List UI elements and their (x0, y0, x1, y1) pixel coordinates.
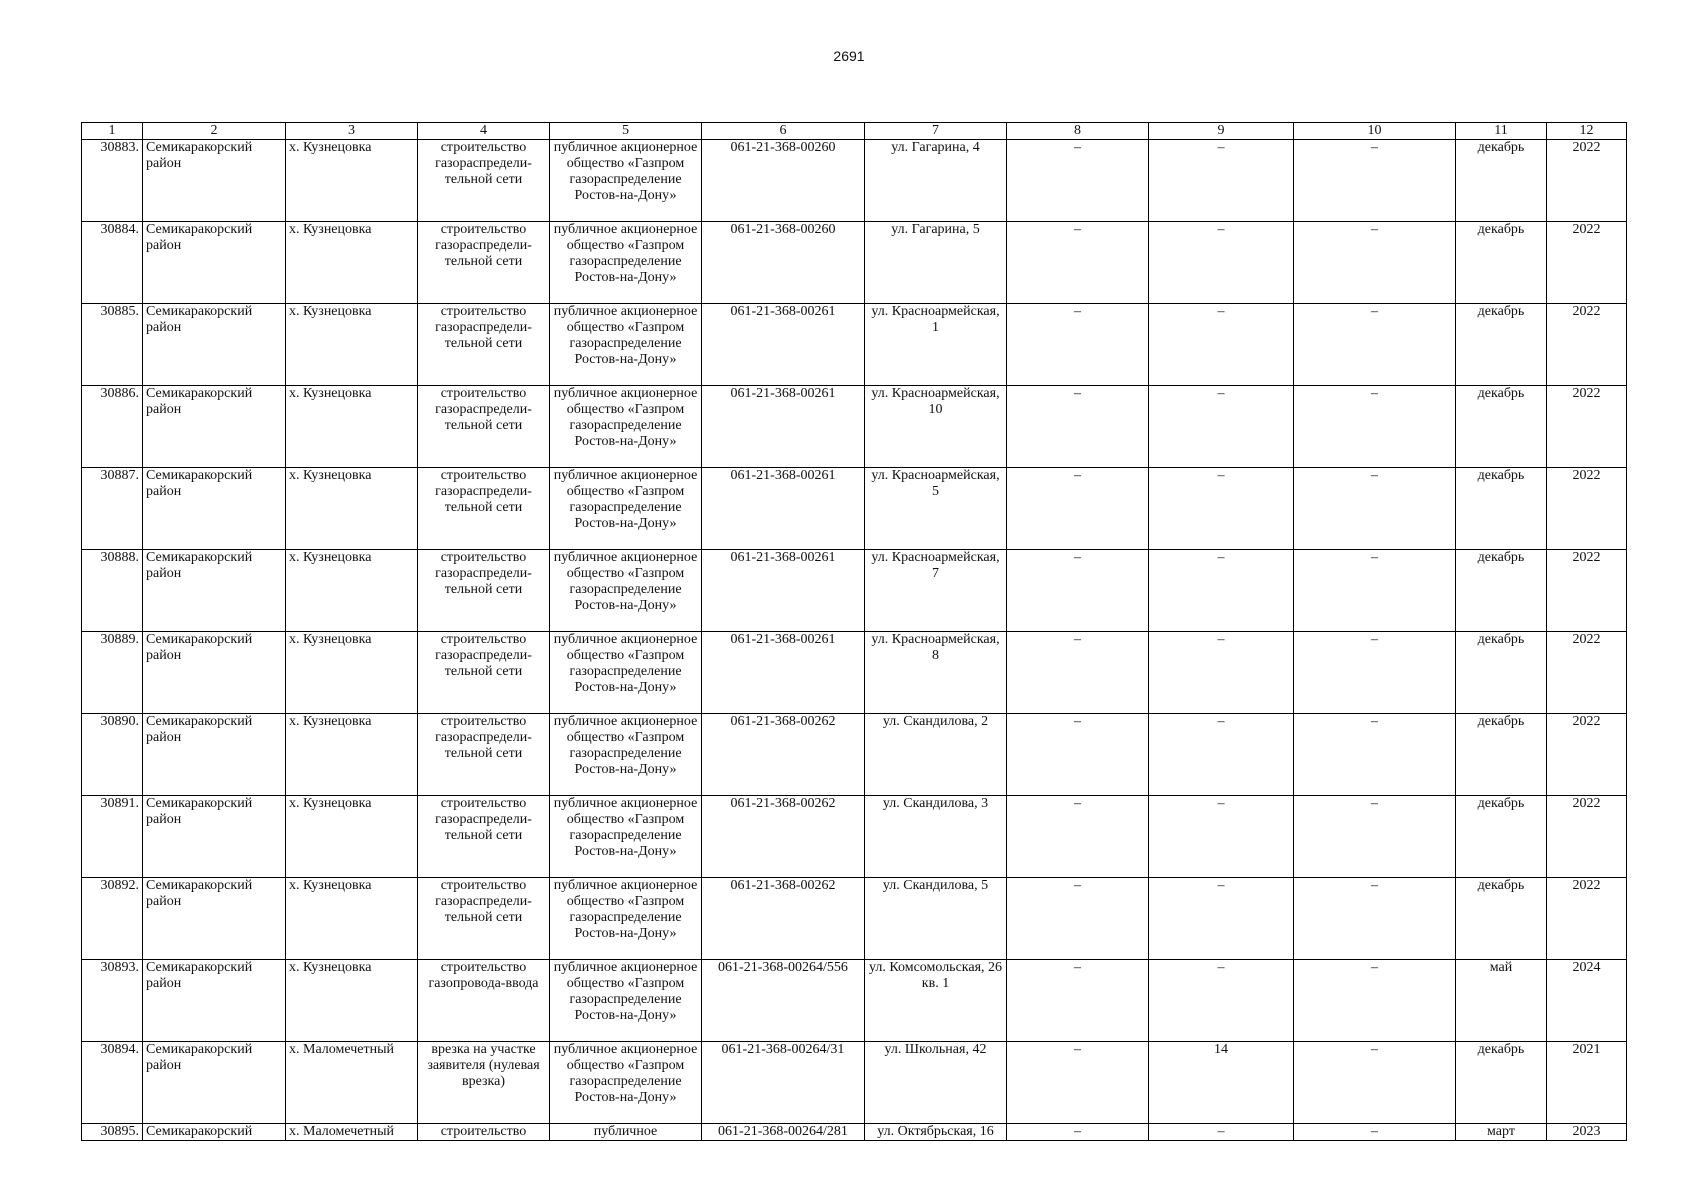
work-type-cell: строительство газораспредели-тельной сети (418, 878, 550, 960)
col-10-value-cell: – (1294, 632, 1456, 714)
application-number-cell: 061-21-368-00261 (702, 304, 865, 386)
table-row (82, 960, 1627, 1042)
col-8-value-cell: – (1007, 1042, 1149, 1124)
table-row (82, 468, 1627, 550)
table-row (82, 140, 1627, 222)
col-8-value-cell: – (1007, 468, 1149, 550)
application-number-cell: 061-21-368-00264/31 (702, 1042, 865, 1124)
column-header: 7 (865, 123, 1007, 140)
work-type-cell: врезка на участке заявителя (нулевая врезка) (418, 1042, 550, 1124)
table-row (82, 550, 1627, 632)
col-8-value-cell: – (1007, 632, 1149, 714)
col-10-value-cell: – (1294, 222, 1456, 304)
organization-cell: публичное (550, 1124, 702, 1141)
organization-cell: публичное акционерное общество «Газпром газораспределение Ростов-на-Дону» (550, 386, 702, 468)
year-cell: 2022 (1547, 796, 1627, 878)
column-header: 5 (550, 123, 702, 140)
work-type-cell: строительство газораспредели-тельной сети (418, 632, 550, 714)
settlement-cell: х. Кузнецовка (286, 796, 418, 878)
month-cell: декабрь (1456, 222, 1547, 304)
work-type-cell: строительство газораспредели-тельной сети (418, 140, 550, 222)
table-row (82, 1042, 1627, 1124)
table-row (82, 714, 1627, 796)
col-10-value-cell: – (1294, 386, 1456, 468)
work-type-cell: строительство газораспредели-тельной сети (418, 386, 550, 468)
column-header: 6 (702, 123, 865, 140)
column-header: 2 (143, 123, 286, 140)
organization-cell: публичное акционерное общество «Газпром газораспределение Ростов-на-Дону» (550, 222, 702, 304)
col-10-value-cell: – (1294, 960, 1456, 1042)
col-10-value-cell: – (1294, 550, 1456, 632)
organization-cell: публичное акционерное общество «Газпром газораспределение Ростов-на-Дону» (550, 960, 702, 1042)
col-9-value-cell: – (1149, 468, 1294, 550)
col-10-value-cell: – (1294, 714, 1456, 796)
year-cell: 2022 (1547, 878, 1627, 960)
settlement-cell: х. Кузнецовка (286, 714, 418, 796)
district-cell: Семикаракорский район (143, 796, 286, 878)
col-8-value-cell: – (1007, 878, 1149, 960)
application-number-cell: 061-21-368-00260 (702, 140, 865, 222)
column-header: 3 (286, 123, 418, 140)
work-type-cell: строительство газопровода-ввода (418, 960, 550, 1042)
year-cell: 2022 (1547, 550, 1627, 632)
work-type-cell: строительство газораспредели-тельной сети (418, 222, 550, 304)
year-cell: 2022 (1547, 632, 1627, 714)
col-8-value-cell: – (1007, 960, 1149, 1042)
year-cell: 2022 (1547, 714, 1627, 796)
column-header: 4 (418, 123, 550, 140)
address-cell: ул. Скандилова, 5 (865, 878, 1007, 960)
col-9-value-cell: – (1149, 550, 1294, 632)
col-8-value-cell: – (1007, 386, 1149, 468)
district-cell: Семикаракорский район (143, 468, 286, 550)
settlement-cell: х. Кузнецовка (286, 468, 418, 550)
organization-cell: публичное акционерное общество «Газпром газораспределение Ростов-на-Дону» (550, 140, 702, 222)
row-number-cell: 30883. (82, 140, 143, 222)
application-number-cell: 061-21-368-00260 (702, 222, 865, 304)
application-number-cell: 061-21-368-00264/281 (702, 1124, 865, 1141)
table-row (82, 878, 1627, 960)
address-cell: ул. Скандилова, 3 (865, 796, 1007, 878)
settlement-cell: х. Кузнецовка (286, 222, 418, 304)
address-cell: ул. Скандилова, 2 (865, 714, 1007, 796)
month-cell: декабрь (1456, 386, 1547, 468)
month-cell: март (1456, 1124, 1547, 1141)
application-number-cell: 061-21-368-00262 (702, 796, 865, 878)
column-header: 10 (1294, 123, 1456, 140)
settlement-cell: х. Маломечетный (286, 1042, 418, 1124)
row-number-cell: 30892. (82, 878, 143, 960)
year-cell: 2022 (1547, 222, 1627, 304)
settlement-cell: х. Кузнецовка (286, 550, 418, 632)
district-cell: Семикаракорский район (143, 1042, 286, 1124)
organization-cell: публичное акционерное общество «Газпром газораспределение Ростов-на-Дону» (550, 796, 702, 878)
organization-cell: публичное акционерное общество «Газпром газораспределение Ростов-на-Дону» (550, 714, 702, 796)
table-row (82, 1124, 1627, 1141)
col-9-value-cell: – (1149, 1124, 1294, 1141)
column-header: 9 (1149, 123, 1294, 140)
settlement-cell: х. Кузнецовка (286, 878, 418, 960)
work-type-cell: строительство (418, 1124, 550, 1141)
year-cell: 2022 (1547, 304, 1627, 386)
organization-cell: публичное акционерное общество «Газпром газораспределение Ростов-на-Дону» (550, 468, 702, 550)
year-cell: 2023 (1547, 1124, 1627, 1141)
district-cell: Семикаракорский район (143, 632, 286, 714)
column-header: 1 (82, 123, 143, 140)
col-8-value-cell: – (1007, 796, 1149, 878)
col-9-value-cell: – (1149, 796, 1294, 878)
col-9-value-cell: – (1149, 222, 1294, 304)
row-number-cell: 30895. (82, 1124, 143, 1141)
address-cell: ул. Комсомольская, 26 кв. 1 (865, 960, 1007, 1042)
row-number-cell: 30894. (82, 1042, 143, 1124)
settlement-cell: х. Кузнецовка (286, 304, 418, 386)
settlement-cell: х. Кузнецовка (286, 632, 418, 714)
col-8-value-cell: – (1007, 1124, 1149, 1141)
work-type-cell: строительство газораспредели-тельной сети (418, 550, 550, 632)
row-number-cell: 30887. (82, 468, 143, 550)
registry-table (81, 122, 1627, 1141)
row-number-cell: 30884. (82, 222, 143, 304)
col-10-value-cell: – (1294, 304, 1456, 386)
work-type-cell: строительство газораспредели-тельной сети (418, 304, 550, 386)
col-9-value-cell: – (1149, 960, 1294, 1042)
application-number-cell: 061-21-368-00261 (702, 386, 865, 468)
district-cell: Семикаракорский район (143, 222, 286, 304)
row-number-cell: 30890. (82, 714, 143, 796)
work-type-cell: строительство газораспредели-тельной сети (418, 796, 550, 878)
column-header: 12 (1547, 123, 1627, 140)
col-8-value-cell: – (1007, 550, 1149, 632)
month-cell: декабрь (1456, 1042, 1547, 1124)
year-cell: 2024 (1547, 960, 1627, 1042)
month-cell: декабрь (1456, 878, 1547, 960)
district-cell: Семикаракорский район (143, 304, 286, 386)
col-10-value-cell: – (1294, 796, 1456, 878)
district-cell: Семикаракорский район (143, 960, 286, 1042)
district-cell: Семикаракорский район (143, 878, 286, 960)
row-number-cell: 30885. (82, 304, 143, 386)
settlement-cell: х. Кузнецовка (286, 960, 418, 1042)
settlement-cell: х. Кузнецовка (286, 140, 418, 222)
settlement-cell: х. Кузнецовка (286, 386, 418, 468)
col-9-value-cell: 14 (1149, 1042, 1294, 1124)
address-cell: ул. Красноармейская, 1 (865, 304, 1007, 386)
month-cell: декабрь (1456, 140, 1547, 222)
district-cell: Семикаракорский район (143, 386, 286, 468)
col-10-value-cell: – (1294, 140, 1456, 222)
col-8-value-cell: – (1007, 304, 1149, 386)
organization-cell: публичное акционерное общество «Газпром газораспределение Ростов-на-Дону» (550, 878, 702, 960)
year-cell: 2022 (1547, 386, 1627, 468)
col-10-value-cell: – (1294, 1042, 1456, 1124)
year-cell: 2021 (1547, 1042, 1627, 1124)
row-number-cell: 30886. (82, 386, 143, 468)
application-number-cell: 061-21-368-00261 (702, 632, 865, 714)
row-number-cell: 30888. (82, 550, 143, 632)
col-8-value-cell: – (1007, 140, 1149, 222)
district-cell: Семикаракорский (143, 1124, 286, 1141)
col-9-value-cell: – (1149, 878, 1294, 960)
organization-cell: публичное акционерное общество «Газпром газораспределение Ростов-на-Дону» (550, 304, 702, 386)
month-cell: декабрь (1456, 714, 1547, 796)
registry-body (82, 140, 1627, 1141)
table-row (82, 632, 1627, 714)
application-number-cell: 061-21-368-00261 (702, 550, 865, 632)
col-8-value-cell: – (1007, 222, 1149, 304)
row-number-cell: 30893. (82, 960, 143, 1042)
month-cell: декабрь (1456, 632, 1547, 714)
address-cell: ул. Октябрьская, 16 (865, 1124, 1007, 1141)
col-9-value-cell: – (1149, 140, 1294, 222)
col-10-value-cell: – (1294, 468, 1456, 550)
col-9-value-cell: – (1149, 304, 1294, 386)
district-cell: Семикаракорский район (143, 550, 286, 632)
application-number-cell: 061-21-368-00261 (702, 468, 865, 550)
address-cell: ул. Красноармейская, 8 (865, 632, 1007, 714)
year-cell: 2022 (1547, 140, 1627, 222)
month-cell: декабрь (1456, 304, 1547, 386)
col-9-value-cell: – (1149, 714, 1294, 796)
month-cell: декабрь (1456, 796, 1547, 878)
column-header: 11 (1456, 123, 1547, 140)
column-header: 8 (1007, 123, 1149, 140)
address-cell: ул. Красноармейская, 10 (865, 386, 1007, 468)
address-cell: ул. Красноармейская, 5 (865, 468, 1007, 550)
settlement-cell: х. Маломечетный (286, 1124, 418, 1141)
col-10-value-cell: – (1294, 878, 1456, 960)
col-10-value-cell: – (1294, 1124, 1456, 1141)
page-number: 2691 (833, 48, 865, 64)
organization-cell: публичное акционерное общество «Газпром газораспределение Ростов-на-Дону» (550, 550, 702, 632)
table-row (82, 222, 1627, 304)
table-row (82, 796, 1627, 878)
col-8-value-cell: – (1007, 714, 1149, 796)
district-cell: Семикаракорский район (143, 140, 286, 222)
address-cell: ул. Гагарина, 4 (865, 140, 1007, 222)
work-type-cell: строительство газораспредели-тельной сети (418, 468, 550, 550)
table-row (82, 386, 1627, 468)
month-cell: декабрь (1456, 550, 1547, 632)
year-cell: 2022 (1547, 468, 1627, 550)
application-number-cell: 061-21-368-00262 (702, 878, 865, 960)
district-cell: Семикаракорский район (143, 714, 286, 796)
table-row (82, 304, 1627, 386)
table-header-row (82, 123, 1627, 140)
address-cell: ул. Красноармейская, 7 (865, 550, 1007, 632)
month-cell: май (1456, 960, 1547, 1042)
organization-cell: публичное акционерное общество «Газпром газораспределение Ростов-на-Дону» (550, 632, 702, 714)
row-number-cell: 30891. (82, 796, 143, 878)
address-cell: ул. Гагарина, 5 (865, 222, 1007, 304)
col-9-value-cell: – (1149, 386, 1294, 468)
application-number-cell: 061-21-368-00262 (702, 714, 865, 796)
application-number-cell: 061-21-368-00264/556 (702, 960, 865, 1042)
row-number-cell: 30889. (82, 632, 143, 714)
work-type-cell: строительство газораспредели-тельной сети (418, 714, 550, 796)
month-cell: декабрь (1456, 468, 1547, 550)
organization-cell: публичное акционерное общество «Газпром газораспределение Ростов-на-Дону» (550, 1042, 702, 1124)
col-9-value-cell: – (1149, 632, 1294, 714)
address-cell: ул. Школьная, 42 (865, 1042, 1007, 1124)
